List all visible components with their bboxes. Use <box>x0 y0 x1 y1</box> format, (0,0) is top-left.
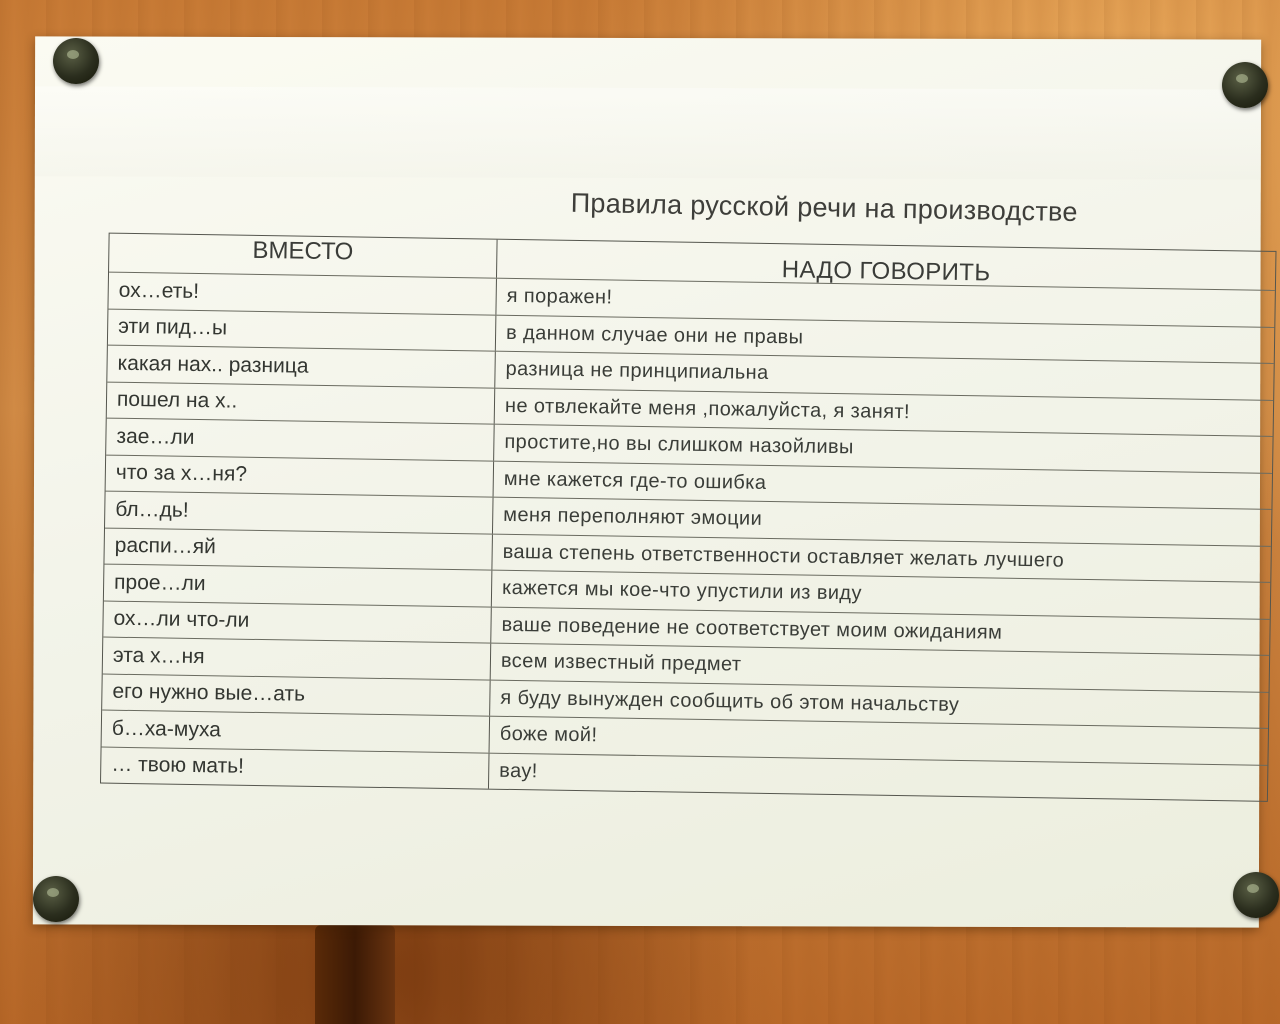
cell-instead: ох…ли что-ли <box>103 601 492 643</box>
cell-say: меня переполняют эмоции <box>503 504 763 531</box>
cell-instead: … твою мать! <box>101 747 490 789</box>
cell-instead: пошел на х.. <box>107 382 496 424</box>
cell-say: ваше поведение не соответствует моим ожиданиям <box>501 613 1003 644</box>
tape-strip <box>35 86 1261 179</box>
pushpin-top-right <box>1222 62 1268 108</box>
cell-instead: б…ха-муха <box>102 711 491 753</box>
pushpin-bottom-left <box>33 876 79 922</box>
cell-instead: бл…дь! <box>105 492 494 534</box>
cell-instead: прое…ли <box>104 565 493 607</box>
cell-say: всем известный предмет <box>500 650 742 676</box>
cell-say: я поражен! <box>506 285 613 309</box>
cell-say: я буду вынужден сообщить об этом начальству <box>500 686 960 716</box>
cell-instead: эти пид…ы <box>108 309 497 351</box>
cell-instead: эта х…ня <box>103 638 492 680</box>
cell-say: мне кажется где-то ошибка <box>503 467 767 494</box>
wood-shadow <box>315 925 395 1024</box>
cell-say: в данном случае они не правы <box>505 321 804 349</box>
header-instead: ВМЕСТО <box>109 234 498 278</box>
cell-say: вау! <box>499 759 538 783</box>
cell-instead: зае…ли <box>106 419 495 461</box>
cell-say: не отвлекайте меня ,пожалуйста, я занят! <box>504 394 911 423</box>
header-say: НАДО ГОВОРИТЬ <box>781 256 991 287</box>
cell-instead: его нужно вые…ать <box>102 674 491 716</box>
cell-say: ваша степень ответственности оставляет желать лучшего <box>502 540 1065 572</box>
cell-instead: какая нах.. разница <box>107 346 496 388</box>
paper-sheet <box>33 36 1261 927</box>
rules-table <box>100 233 1277 802</box>
cell-instead: ох…еть! <box>108 273 497 315</box>
cell-say: кажется мы кое-что упустили из виду <box>501 577 863 605</box>
pushpin-bottom-right <box>1233 872 1279 918</box>
cell-say: простите,но вы слишком назойливы <box>504 431 854 459</box>
cell-instead: что за х…ня? <box>106 455 495 497</box>
cell-instead: распи…яй <box>104 528 493 570</box>
cell-say: боже мой! <box>499 723 598 747</box>
sheet-title: Правила русской речи на производстве <box>570 187 1078 228</box>
pushpin-top-left <box>53 38 99 84</box>
cell-say: разница не принципиальна <box>505 358 769 385</box>
